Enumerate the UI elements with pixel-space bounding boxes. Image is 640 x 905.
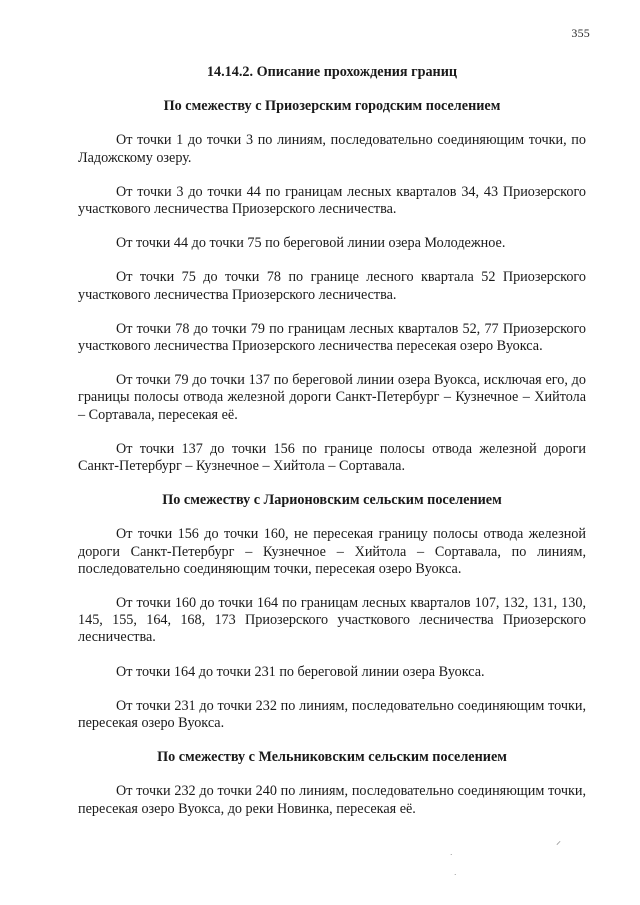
group-heading-larion: По смежеству с Ларионовским сельским поселением [162,492,502,509]
group-heading-melnik: По смежеству с Мельниковским сельским поселением [157,749,507,766]
paragraph: От точки 164 до точки 231 по береговой линии озера Вуокса. [116,663,485,680]
paragraph: От точки 232 до точки 240 по линиям, последовательно соединяющим точки, пересекая озеро Вуокса, до реки Новинка, пересекая её. [78,783,586,817]
scan-speck: ⸝ [556,836,561,847]
paragraph: От точки 3 до точки 44 по границам лесных кварталов 34, 43 Приозерского участкового лесничества Приозерского лесничества. [78,183,586,218]
page-number: 355 [571,26,590,40]
scan-speck: · [454,871,457,879]
paragraph: От точки 75 до точки 78 по границе лесного квартала 52 Приозерского участкового лесничества Приозерского лесничества. [78,269,586,303]
paragraph: От точки 78 до точки 79 по границам лесных кварталов 52, 77 Приозерского участкового лесничества Приозерского лесничества пересекая озеро Вуокса. [78,320,586,355]
paragraph: От точки 231 до точки 232 по линиям, последовательно соединяющим точки, пересекая озеро Вуокса. [78,697,586,732]
paragraph: От точки 44 до точки 75 по береговой линии озера Молодежное. [116,235,506,252]
paragraph: От точки 160 до точки 164 по границам лесных кварталов 107, 132, 131, 130, 145, 155, 164, 168, 173 Приозерского участкового лесничества Приозерского лесничества. [78,595,586,646]
group-heading-prioz: По смежеству с Приозерским городским поселением [163,98,501,115]
paragraph: От точки 1 до точки 3 по линиям, последовательно соединяющим точки, по Ладожскому озеру. [78,132,586,166]
paragraph: От точки 79 до точки 137 по береговой линии озера Вуокса, исключая его, до границы полосы отвода железной дороги Санкт-Петербург – Кузнечное – Хийтола – Сортавала, пересекая её. [78,372,586,423]
section-title: 14.14.2. Описание прохождения границ [206,64,458,80]
paragraph: От точки 137 до точки 156 по границе полосы отвода железной дороги Санкт-Петербург – Кузнечное – Хийтола – Сортавала. [78,440,586,475]
paragraph: От точки 156 до точки 160, не пересекая границу полосы отвода железной дороги Санкт-Петербург – Кузнечное – Хийтола – Сортавала, по линиям, последовательно соединяющим точки, пересекая озеро Вуокса. [78,526,586,577]
document-content [78,64,586,835]
scan-speck: · [450,851,453,859]
